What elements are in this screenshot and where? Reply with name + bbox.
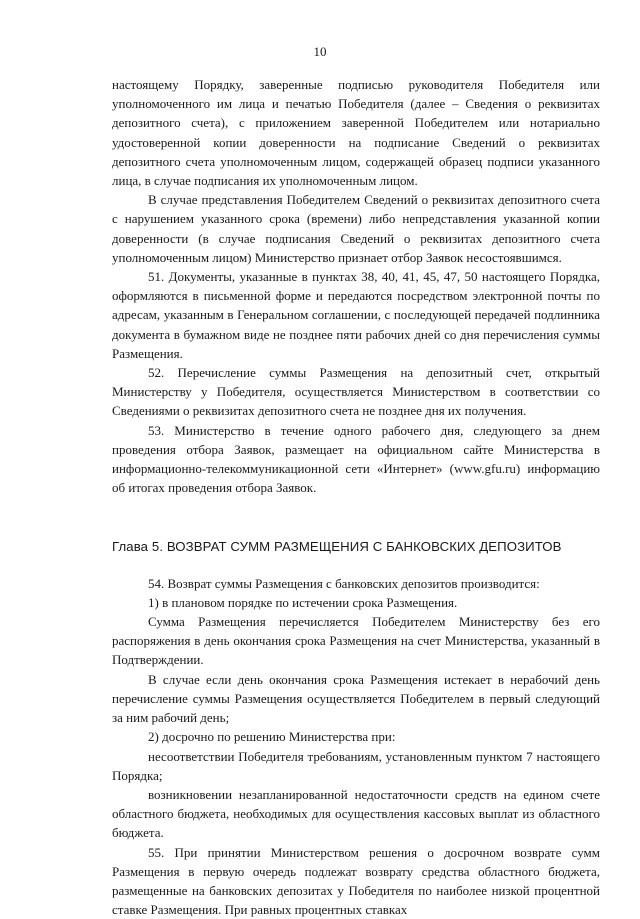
chapter-heading: Глава 5. ВОЗВРАТ СУММ РАЗМЕЩЕНИЯ С БАНКОВСКИХ ДЕПОЗИТОВ (112, 539, 562, 555)
paragraph-p-54-2: 2) досрочно по решению Министерства при: (148, 729, 396, 745)
paragraph-p-53: 53. Министерство в течение одного рабочего дня, следующего за днем проведения отбора Заявок, размещает на официальном сайте Министерства в информационно-телекоммуникационной сети «Интернет» (www.gfu.ru) информацию об итогах проведения отбора Заявок. (112, 422, 600, 496)
paragraph-p-continuation: настоящему Порядку, заверенные подписью руководителя Победителя или уполномоченного им лица и печатью Победителя (далее – Сведения о реквизитах депозитного счета), с приложением заверенной Победителем или нотариально удостоверенной копии доверенности на подписание Сведений о реквизитах депозитного счета уполномоченным лицом, содержащей образец подписи указанного лица, в случае подписания их уполномоченным лицом. (112, 77, 600, 189)
paragraph-p-54-1-nonworking: В случае если день окончания срока Размещения истекает в нерабочий день перечисление суммы Размещения осуществляется Победителем в первый следующий за ним рабочий день; (112, 671, 600, 726)
paragraph-p-51: 51. Документы, указанные в пунктах 38, 40, 41, 45, 47, 50 настоящего Порядка, оформляются в письменной форме и передаются посредством электронной почты по адресам, указанным в Генеральном соглашении, с последующей передачей подлинника документа в бумажном виде не позднее пяти рабочих дней со дня перечисления суммы Размещения. (112, 269, 600, 361)
paragraph-p-54-1-sum: Сумма Размещения перечисляется Победителем Министерству без его распоряжения в день окончания срока Размещения на счет Министерства, указанный в Подтверждении. (112, 614, 600, 668)
paragraph-p-54-2-b: возникновении незапланированной недостаточности средств на едином счете областного бюджета, необходимых для осуществления кассовых выплат из областного бюджета. (112, 786, 600, 841)
section-gap (112, 497, 600, 516)
section-before-chapter (112, 75, 600, 497)
paragraph-p-52: 52. Перечисление суммы Размещения на депозитный счет, открытый Министерству у Победителя, осуществляется Министерством в соответствии со Сведениями о реквизитах депозитного счета не позднее дня их получения. (112, 365, 600, 419)
section-after-chapter (112, 574, 600, 919)
page-number: 10 (313, 44, 327, 59)
document-body (112, 75, 600, 919)
paragraph-p-non-submission: В случае представления Победителем Сведений о реквизитах депозитного счета с нарушением указанного срока (времени) либо непредставления указанной копии доверенности (в случае подписания Сведений о реквизитах депозитного счета уполномоченным лицом) Министерство признает отбор Заявок несостоявшимся. (112, 192, 600, 265)
paragraph-p-54-2-a: несоответствии Победителя требованиям, установленным пунктом 7 настоящего Порядка; (112, 748, 600, 783)
paragraph-p-54: 54. Возврат суммы Размещения с банковских депозитов производится: (148, 575, 540, 591)
paragraph-p-55: 55. При принятии Министерством решения о досрочном возврате сумм Размещения в первую очередь подлежат возврату средства областного бюджета, размещенные на банковских депозитах у Победителя по наиболее низкой процентной ставке Размещения. При равных процентных ставках (112, 844, 600, 918)
paragraph-p-54-1: 1) в плановом порядке по истечении срока Размещения. (148, 594, 458, 610)
